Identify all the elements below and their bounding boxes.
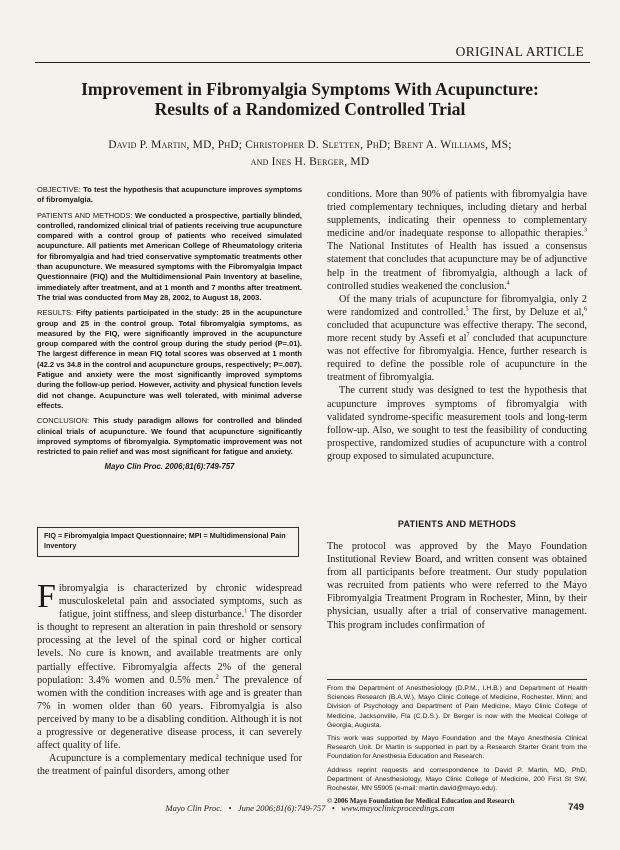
citation: Mayo Clin Proc. 2006;81(6):749-757 bbox=[104, 462, 235, 472]
abstract-results bbox=[37, 308, 302, 411]
ref-3[interactable]: 3 bbox=[584, 227, 587, 234]
right-text-e: concluded that acupuncture was effective therapy. The second, more recent study by Assefi et al bbox=[327, 319, 587, 345]
intro-text-b: The disorder is thought to represent an alteration in pain threshold or sensory processing at the level of the spinal cord or higher cortical levels. No cure is known, and available treatments are only partially effective. Fibromyalgia affects 2% of the general population: 3.4% women and 0.5% men. bbox=[37, 609, 302, 686]
footer-website-link[interactable]: www.mayoclinicproceedings.com bbox=[341, 803, 455, 813]
ref-7[interactable]: 7 bbox=[466, 332, 470, 339]
right-text-a: conditions. More than 90% of patients with fibromyalgia have tried complementary techniques, including dietary and herbal supplements, indicating their openness to complementary medicine and/or inadequate response to allopathic therapies. bbox=[327, 189, 587, 240]
results-text: Fifty patients participated in the study: 25 in the acupuncture group and 25 in the control group. Total fibromyalgia symptoms, as measured by the FIQ, were significantly improved in the acupuncture group compared with the control group during the study period (P=.01). The largest difference in mean FIQ total scores was observed at 1 month (42.2 vs 34.8 in the control and acupuncture groups, respectively; P=.007). Fatigue and anxiety were the most significantly improved symptoms during the follow-up period. However, activity and physical function levels did not change. Acupuncture was well tolerated, with minimal adverse effects. bbox=[37, 308, 302, 410]
objective-label: OBJECTIVE: bbox=[37, 185, 81, 194]
footnote-affiliations: From the Department of Anesthesiology (D.P.M., I.H.B.) and Department of Health Sciences Research (B.A.W.), Mayo Clinic College of Medicine, Rochester, Minn; and Division of Psychology and Department of Pain Medicine, Mayo Clinic College of Medicine, Jacksonville, Fla (C.D.S.). Dr Berger is now with the Medical College of Georgia, Augusta. bbox=[327, 685, 587, 729]
article-title bbox=[30, 79, 590, 119]
footer-citation bbox=[0, 803, 620, 813]
intro-text-c: The prevalence of women with the condition increases with age and is greater than 7% in women older than 60 years. Fibromyalgia is also perceived by many to be a disabling condition. Although it is not a progressive or degenerative disease process, it can severely affect quality of life. bbox=[37, 674, 302, 752]
conclusion-text: This study paradigm allows for controlled and blinded clinical trials of acupuncture. We found that acupuncture significantly improved symptoms of fibromyalgia. Symptomatic improvement was not restricted to pain relief and was most significant for fatigue and anxiety. bbox=[37, 416, 302, 457]
methods-section bbox=[327, 540, 587, 632]
abstract-methods bbox=[37, 211, 302, 304]
authors-line-2: and Ines H. Berger, MD bbox=[250, 156, 370, 168]
ref-2[interactable]: 2 bbox=[215, 674, 219, 681]
right-paragraph-1 bbox=[327, 188, 587, 293]
ref-4[interactable]: 4 bbox=[506, 280, 510, 287]
header-rule bbox=[35, 62, 590, 63]
abstract bbox=[37, 185, 302, 471]
methods-paragraph: The protocol was approved by the Mayo Foundation Institutional Review Board, and written consent was obtained from all participants before treatment. Our study population was recruited from patients who were referred to the Mayo Fibromyalgia Treatment Program in Rochester, Minn, by their physician, usually after a trial of conservative management. This program includes confirmation of bbox=[327, 541, 587, 631]
authors-line-1: David P. Martin, MD, PhD; Christopher D. Sletten, PhD; Brent A. Williams, MS; bbox=[108, 139, 512, 151]
intro-right-column bbox=[327, 188, 587, 463]
ref-6[interactable]: 6 bbox=[583, 306, 587, 313]
footer-journal: Mayo Clin Proc. bbox=[165, 803, 223, 813]
ref-5[interactable]: 5 bbox=[465, 306, 469, 313]
conclusion-label: CONCLUSION: bbox=[37, 416, 90, 426]
abbreviations-box: FIQ = Fibromyalgia Impact Questionnaire; MPI = Multidimensional Pain Inventory bbox=[37, 527, 299, 557]
abstract-objective bbox=[37, 185, 302, 206]
footnote-reprints: Address reprint requests and correspondence to David P. Martin, MD, PhD, Department of Anesthesiology, Mayo Clinic College of Medicine, 200 First St SW, Rochester, MN 55905 (e-mail: martin.david@mayo.edu). bbox=[327, 766, 587, 793]
footnote-rule bbox=[327, 679, 587, 680]
footer-separator: • bbox=[331, 803, 335, 813]
methods-text: We conducted a prospective, partially blinded, controlled, randomized clinical trial of patients receiving true acupuncture compared with a control group of patients who received simulated acupuncture. All patients met American College of Rheumatology criteria for fibromyalgia and had tried conservative symptomatic treatments other than acupuncture. We measured symptoms with the Fibromyalgia Impact Questionnaire (FIQ) and the Multidimensional Pain Inventory at baseline, immediately after treatment, and at 1 month and 7 months after treatment. The trial was conducted from May 28, 2002, to August 18, 2003. bbox=[37, 210, 302, 302]
footnote-support: This work was supported by Mayo Foundation and the Mayo Anesthesia Clinical Research Unit. Dr Martin is supported in part by a Research Starter Grant from the Foundation for Anesthesia Education and Research. bbox=[327, 735, 587, 761]
drop-cap: F bbox=[37, 578, 56, 615]
footnotes bbox=[327, 684, 587, 810]
title-line-2: Results of a Randomized Controlled Trial bbox=[154, 99, 466, 119]
right-paragraph-2 bbox=[327, 293, 587, 385]
abstract-conclusion bbox=[37, 416, 302, 457]
results-label: RESULTS: bbox=[37, 308, 74, 318]
right-paragraph-3: The current study was designed to test the hypothesis that acupuncture improves symptoms of fibromyalgia with validated syndrome-specific measurement tools and long-term follow-up. Also, we sought to test the feasibility of conducting prospective, randomized studies of acupuncture with a control group exposed to simulated acupuncture. bbox=[327, 385, 587, 462]
right-text-f: concluded that acupuncture was not effective for fibromyalgia. Hence, further research is required to define the possible role of acupuncture in the treatment of fibromyalgia. bbox=[327, 333, 587, 384]
author-list bbox=[40, 137, 580, 171]
intro-text-a: ibromyalgia is characterized by chronic widespread musculoskeletal pain and associated symptoms, such as fatigue, joint stiffness, and sleep disturbance. bbox=[58, 583, 302, 621]
right-text-b: The National Institutes of Health has issued a consensus statement that concludes that acupuncture may be of adjunctive help in the treatment of fibromyalgia, although a lack of controlled studies weakened the conclusion. bbox=[327, 241, 587, 292]
page-footer bbox=[0, 803, 620, 817]
right-text-c: Of the many trials of acupuncture for fibromyalgia, only 2 were randomized and controlled. bbox=[327, 293, 587, 318]
page-number: 749 bbox=[568, 802, 584, 813]
intro-left-column bbox=[37, 578, 302, 778]
footer-issue: June 2006;81(6):749-757 bbox=[237, 803, 326, 813]
section-heading-methods: PATIENTS AND METHODS bbox=[397, 519, 517, 529]
footer-separator: • bbox=[228, 803, 232, 813]
intro-paragraph-2: Acupuncture is a complementary medical technique used for the treatment of painful disorders, among other bbox=[37, 753, 302, 778]
intro-paragraph-1 bbox=[37, 578, 302, 752]
title-line-1: Improvement in Fibromyalgia Symptoms With Acupuncture: bbox=[81, 79, 539, 99]
methods-label: PATIENTS AND METHODS: bbox=[37, 210, 133, 220]
section-label: ORIGINAL ARTICLE bbox=[455, 44, 584, 59]
right-text-d: The first, by Deluze et al, bbox=[468, 306, 584, 318]
footnote-copyright: © 2006 Mayo Foundation for Medical Education and Research bbox=[327, 797, 515, 806]
ref-1[interactable]: 1 bbox=[244, 608, 248, 615]
objective-text: To test the hypothesis that acupuncture improves symptoms of fibromyalgia. bbox=[37, 185, 302, 205]
